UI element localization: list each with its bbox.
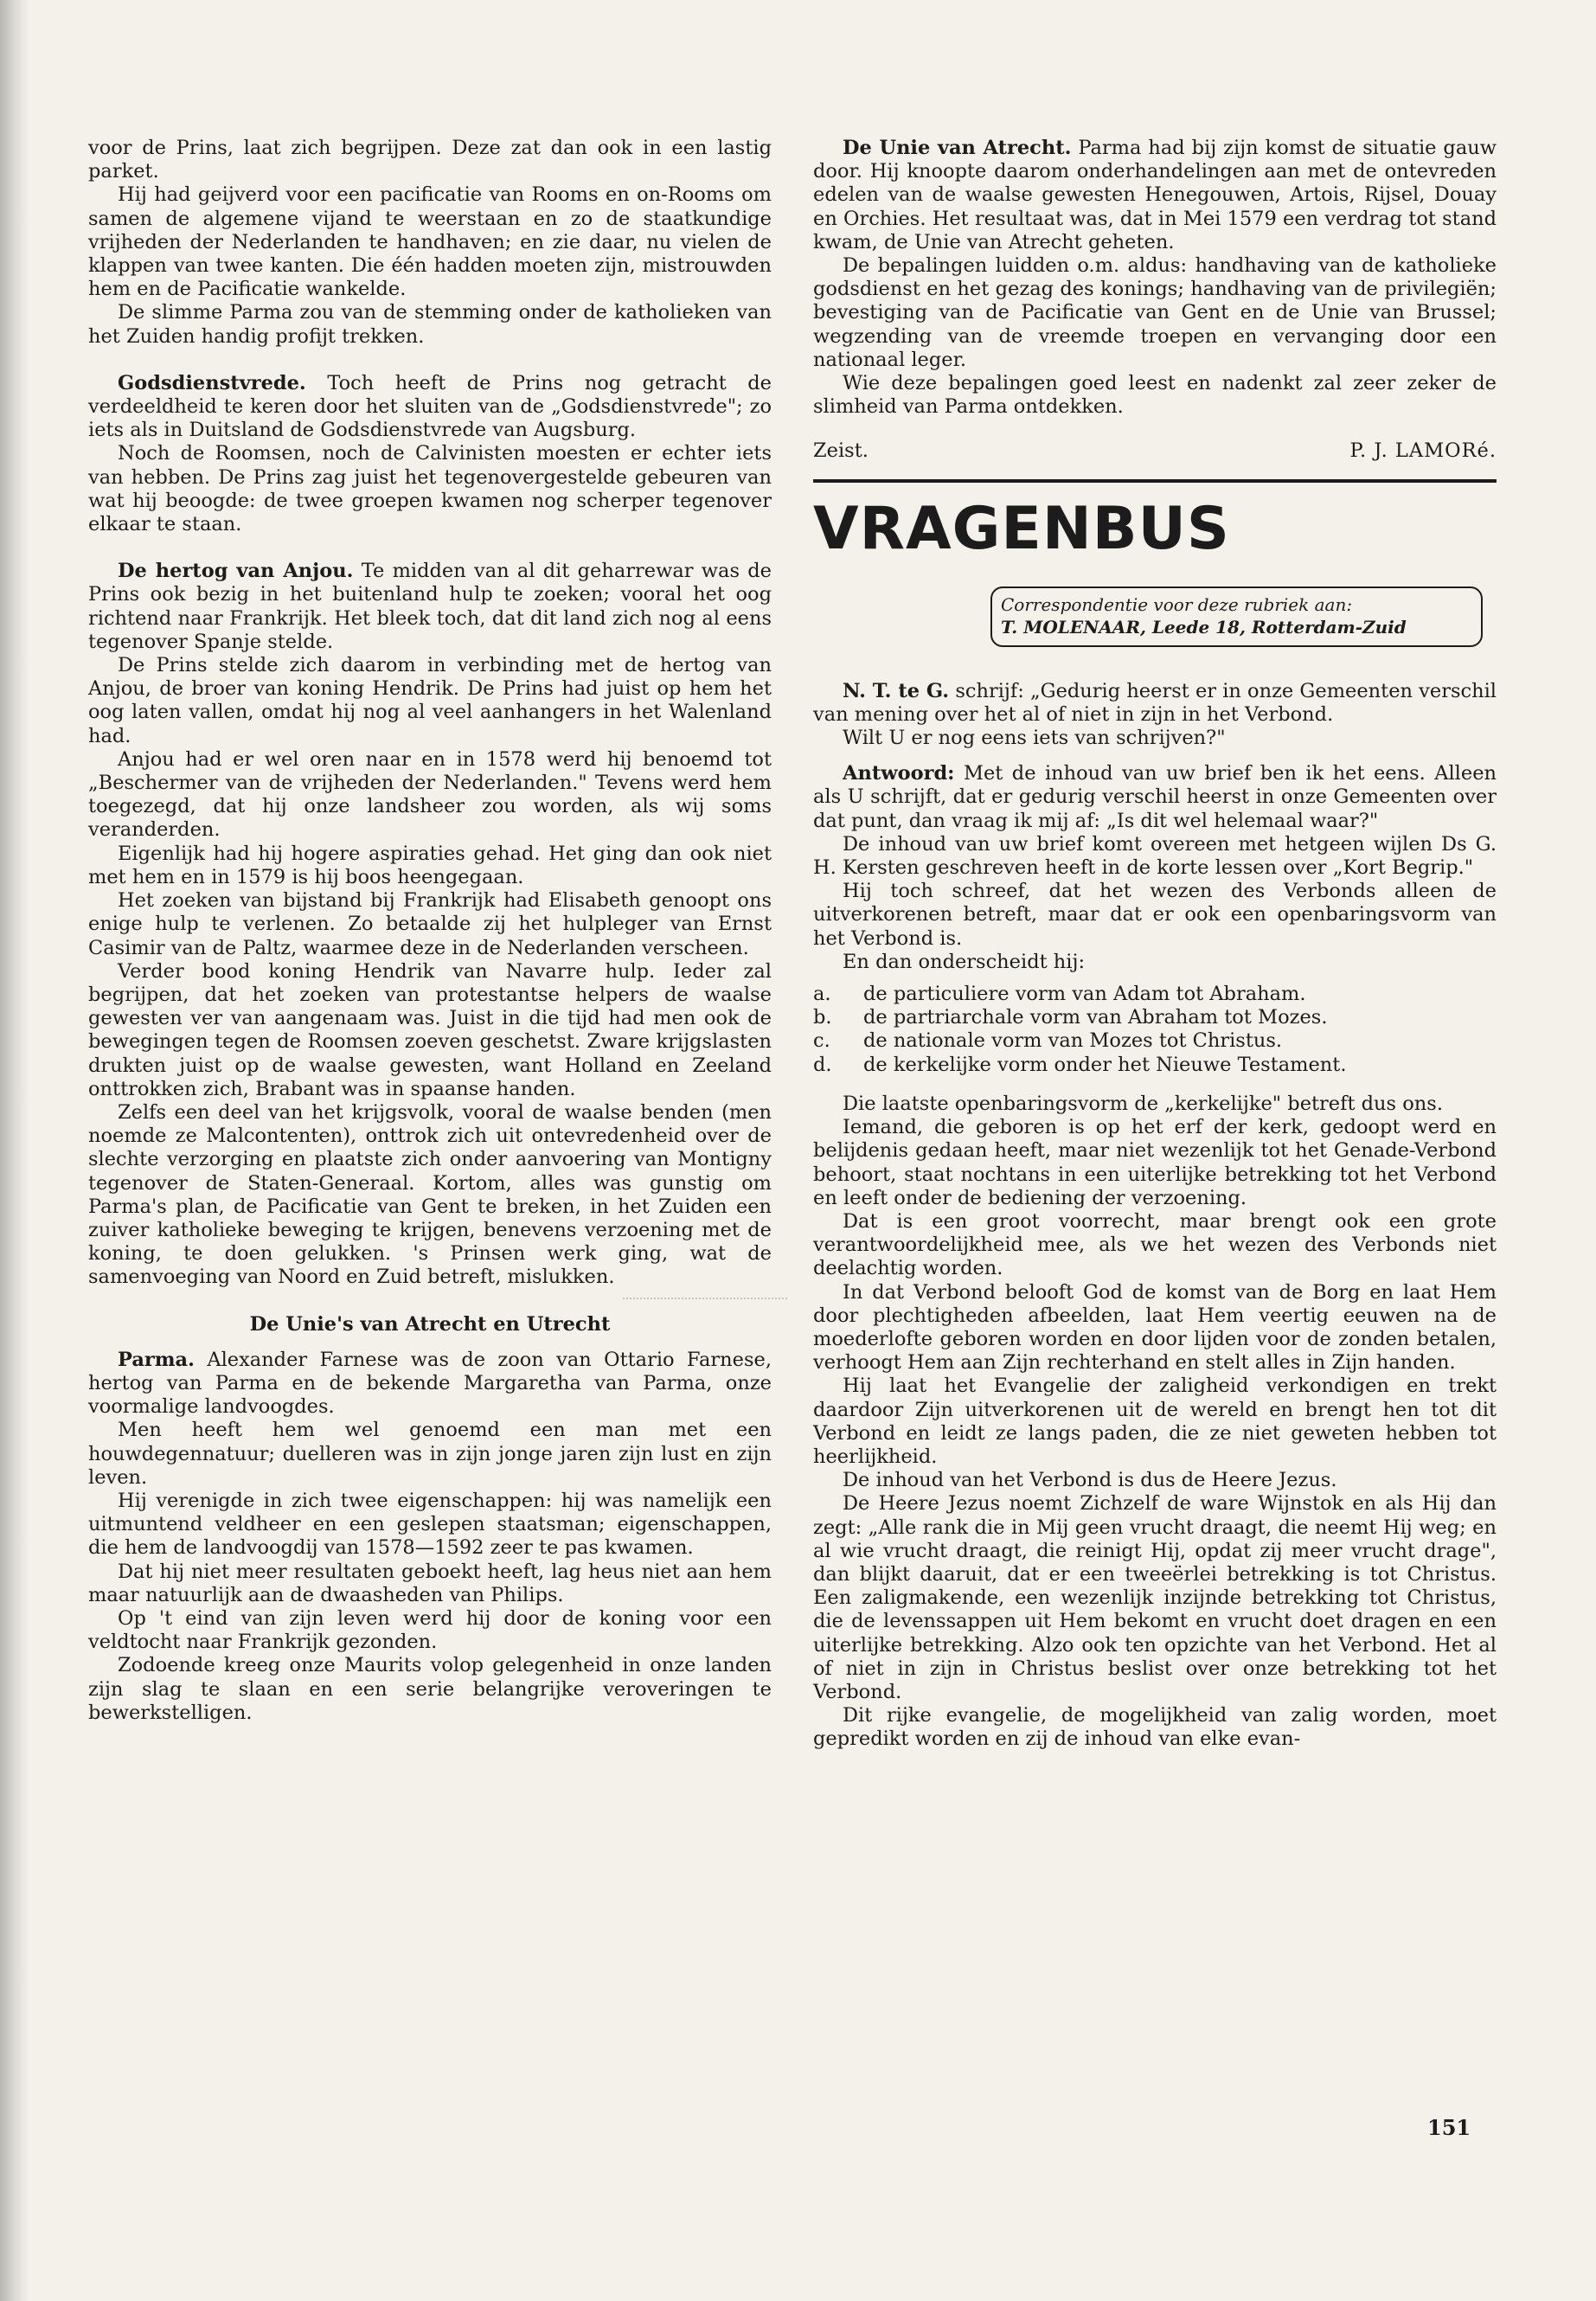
paragraph: Noch de Roomsen, noch de Calvinisten moesten er echter iets van hebben. De Prins zag juist het tegenovergestelde gebeuren van wat hij beoogde: de twee groepen kwamen nog scherper tegenover elkaar te staan. (88, 442, 772, 536)
correspondence-address: T. MOLENAAR, Leede 18, Rotterdam-Zuid (1001, 616, 1407, 638)
page-number: 151 (1427, 2115, 1471, 2140)
list-item: a. de particuliere vorm van Adam tot Abraham. (813, 983, 1306, 1006)
paragraph: Parma. Alexander Farnese was de zoon van Ottario Farnese, hertog van Parma en de bekende Margaretha van Parma, onze voormalige landvoogdes. (88, 1348, 772, 1419)
print-noise (623, 1298, 787, 1315)
list-item: b. de partriarchale vorm van Abraham tot Mozes. (813, 1006, 1328, 1029)
paragraph: De inhoud van het Verbond is dus de Heere Jezus. (843, 1469, 1337, 1492)
right-column (813, 137, 1497, 1752)
paragraph: De inhoud van uw brief komt overeen met hetgeen wijlen Ds G. H. Kersten geschreven heeft in de korte lessen over „Kort Begrip." (813, 832, 1497, 880)
paragraph: Eigenlijk had hij hogere aspiraties gehad. Het ging dan ook niet met hem en in 1579 is hij boos heengegaan. (88, 842, 772, 888)
paragraph: De hertog van Anjou. Te midden van al dit geharrewar was de Prins ook bezig in het buitenland hulp te zoeken; vooral het oog richtend naar Frankrijk. Het bleek toch, dat dit land zich nog al eens tegenover Spanje stelde. (88, 560, 772, 653)
answer-paragraph: Antwoord: Met de inhoud van uw brief ben ik het eens. Alleen als U schrijft, dat er gedurig verschil heerst in onze Gemeenten over dat punt, dan vraag ik mij af: „Is dit wel helemaal waar?" (813, 762, 1497, 832)
paragraph: De Unie van Atrecht. Parma had bij zijn komst de situatie gauw door. Hij knoopte daarom onderhandelingen aan met de ontevreden edelen van de waalse gewesten Henegouwen, Artois, Rijsel, Douay en Orchies. Het resultaat was, dat in Mei 1579 een verdrag tot stand kwam, de Unie van Atrecht geheten. (813, 137, 1497, 253)
paragraph: Het zoeken van bijstand bij Frankrijk had Elisabeth genoopt ons enige hulp te verlenen. Zo betaalde zij het hulpleger van Ernst Casimir van de Paltz, waarmee deze in de Nederlanden verscheen. (88, 889, 772, 959)
paragraph: De Prins stelde zich daarom in verbinding met de hertog van Anjou, de broer van koning Hendrik. De Prins had juist op hem het oog laten vallen, omdat hij nog al veel aanhangers in het Walenland had. (88, 654, 772, 747)
paragraph: Iemand, die geboren is op het erf der kerk, gedoopt werd en belijdenis gedaan heeft, maar niet wezenlijk tot het Genade-Verbond behoort, staat nochtans in een uiterlijke betrekking tot het Verbond en leeft onder de bediening der verzoening. (813, 1116, 1497, 1209)
run-in-heading: Parma. (118, 1348, 195, 1371)
column-title: VRAGENBUS (813, 494, 1230, 563)
section-divider (813, 479, 1497, 483)
paragraph: En dan onderscheidt hij: (843, 950, 1086, 973)
paragraph: Die laatste openbaringsvorm de „kerkelijke" betreft dus ons. (843, 1092, 1443, 1115)
paragraph: Dit rijke evangelie, de mogelijkheid van zalig worden, moet gepredikt worden en zij de inhoud van elke evan- (813, 1704, 1497, 1751)
paragraph: Zodoende kreeg onze Maurits volop gelegenheid in onze landen zijn slag te slaan en een serie belangrijke veroveringen te bewerkstelligen. (88, 1654, 772, 1724)
run-in-heading: Godsdienstvrede. (118, 371, 306, 394)
paragraph: Verder bood koning Hendrik van Navarre hulp. Ieder zal begrijpen, dat het zoeken van protestantse helpers de waalse gewesten ver van aangenaam was. Juist in die tijd had men ook de bewegingen tegen de Roomsen zoeven geschetst. Zware krijgslasten drukten juist op de waalse gewesten, want Holland en Zeeland onttrokken zich, Brabant was in spaanse handen. (88, 959, 772, 1100)
run-in-heading: N. T. te G. (843, 679, 950, 702)
list-item: d. de kerkelijke vorm onder het Nieuwe Testament. (813, 1053, 1347, 1076)
paragraph: De bepalingen luidden o.m. aldus: handhaving van de katholieke godsdienst en het gezag des konings; handhaving van de privilegiën; bevestiging van de Pacificatie van Gent en de Unie van Brussel; wegzending van de vreemde troepen en vervanging door een nationaal leger. (813, 254, 1497, 371)
run-in-heading: Antwoord: (843, 762, 955, 785)
list-item: c. de nationale vorm van Mozes tot Christus. (813, 1029, 1283, 1053)
paragraph: De Heere Jezus noemt Zichzelf de ware Wijnstok en als Hij dan zegt: „Alle rank die in Mij geen vrucht draagt, die neemt Hij weg; en al wie vrucht draagt, die reinigt Hij, opdat zij meer vrucht drage", dan blijkt daaruit, dat er een tweeërlei betrekking is tot Christus. Een zaligmakende, een wezenlijk inzijnde betrekking tot Christus, die de levenssappen uit Hem bekomt en vrucht doet dragen en een uiterlijke betrekking. Alzo ook ten opzichte van het Verbond. Het al of niet in zijn in Christus beslist over onze betrekking tot het Verbond. (813, 1492, 1497, 1703)
paragraph: Hij laat het Evangelie der zaligheid verkondigen en trekt daardoor Zijn uitverkorenen uit de wereld en brengt hen tot dit Verbond en leidt ze langs paden, die ze niet geweten hebben tot heerlijkheid. (813, 1375, 1497, 1468)
paragraph: Op 't eind van zijn leven werd hij door de koning voor een veldtocht naar Frankrijk gezonden. (88, 1606, 772, 1654)
paragraph: Zelfs een deel van het krijgsvolk, vooral de waalse benden (men noemde ze Malcontenten), onttrok zich uit ontevredenheid over de slechte verzorging en plaatste zich onder aanvoering van Montigny tegenover de Staten-Generaal. Kortom, alles was gunstig om Parma's plan, de Pacificatie van Gent te breken, in het Zuiden een zuiver katholieke beweging te krijgen, benevens verzoening met de koning, te doen gelukken. 's Prinsen werk ging, wat de samenvoeging van Noord en Zuid betreft, mislukken. (88, 1100, 772, 1289)
signature-author: P. J. LAMORé. (1349, 439, 1497, 463)
section-heading: De Unie's van Atrecht en Utrecht (88, 1313, 772, 1336)
paragraph: Dat hij niet meer resultaten geboekt heeft, lag heus niet aan hem maar natuurlijk aan de dwaasheden van Philips. (88, 1560, 772, 1606)
page-binding-edge (0, 0, 29, 2301)
paragraph: Hij toch schreef, dat het wezen des Verbonds alleen de uitverkorenen betreft, maar dat er ook een openbaringsvorm van het Verbond is. (813, 880, 1497, 950)
left-column (88, 137, 772, 1725)
paragraph: In dat Verbond belooft God de komst van de Borg en laat Hem door plechtigheden afbeelden, laat Hem veertig eeuwen na de moederlofte geboren worden en door lijden voor de zonden betalen, verhoogt Hem aan Zijn rechterhand en stelt alles in Zijn handen. (813, 1280, 1497, 1375)
paragraph: Hij had geijverd voor een pacificatie van Rooms en on-Rooms om samen de algemene vijand te weerstaan en zo de staatkundige vrijheden der Nederlanden te handhaven; en zie daar, nu vielen de klappen van twee kanten. Die één hadden moeten zijn, mistrouwden hem en de Pacificatie wankelde. (88, 183, 772, 301)
paragraph: Godsdienstvrede. Toch heeft de Prins nog getracht de verdeeldheid te keren door het sluiten van de „Godsdienstvrede"; zo iets als in Duitsland de Godsdienstvrede van Augsburg. (88, 371, 772, 442)
paragraph: Anjou had er wel oren naar en in 1578 werd hij benoemd tot „Beschermer van de vrijheden der Nederlanden." Tevens werd hem toegezegd, dat hij onze landsheer zou worden, als wij soms veranderden. (88, 747, 772, 842)
article-signature (813, 439, 1497, 463)
correspondence-box (990, 586, 1483, 647)
paragraph: De slimme Parma zou van de stemming onder de katholieken van het Zuiden handig profijt trekken. (88, 301, 772, 348)
correspondence-label: Correspondentie voor deze rubriek aan: (1001, 593, 1353, 615)
question-paragraph: N. T. te G. schrijf: „Gedurig heerst er in onze Gemeenten verschil van mening over het al of niet in zijn in het Verbond. (813, 679, 1497, 726)
paragraph: voor de Prins, laat zich begrijpen. Deze zat dan ook in een lastig parket. (88, 137, 772, 183)
run-in-heading: De Unie van Atrecht. (843, 137, 1072, 159)
run-in-heading: De hertog van Anjou. (118, 560, 354, 583)
paragraph: Men heeft hem wel genoemd een man met een houwdegennatuur; duelleren was in zijn jonge jaren zijn lust en zijn leven. (88, 1419, 772, 1489)
paragraph: Wilt U er nog eens iets van schrijven?" (843, 727, 1226, 750)
paragraph: Dat is een groot voorrecht, maar brengt ook een grote verantwoordelijkheid mee, als we het wezen des Verbonds niet deelachtig worden. (813, 1209, 1497, 1280)
signature-place: Zeist. (813, 439, 869, 463)
form-list (813, 983, 1497, 1077)
paragraph: Wie deze bepalingen goed leest en nadenkt zal zeer zeker de slimheid van Parma ontdekken. (813, 372, 1497, 419)
paragraph: Hij verenigde in zich twee eigenschappen: hij was namelijk een uitmuntend veldheer en een geslepen staatsman; eigenschappen, die hem de landvoogdij van 1578—1592 zeer te pas kwamen. (88, 1489, 772, 1560)
